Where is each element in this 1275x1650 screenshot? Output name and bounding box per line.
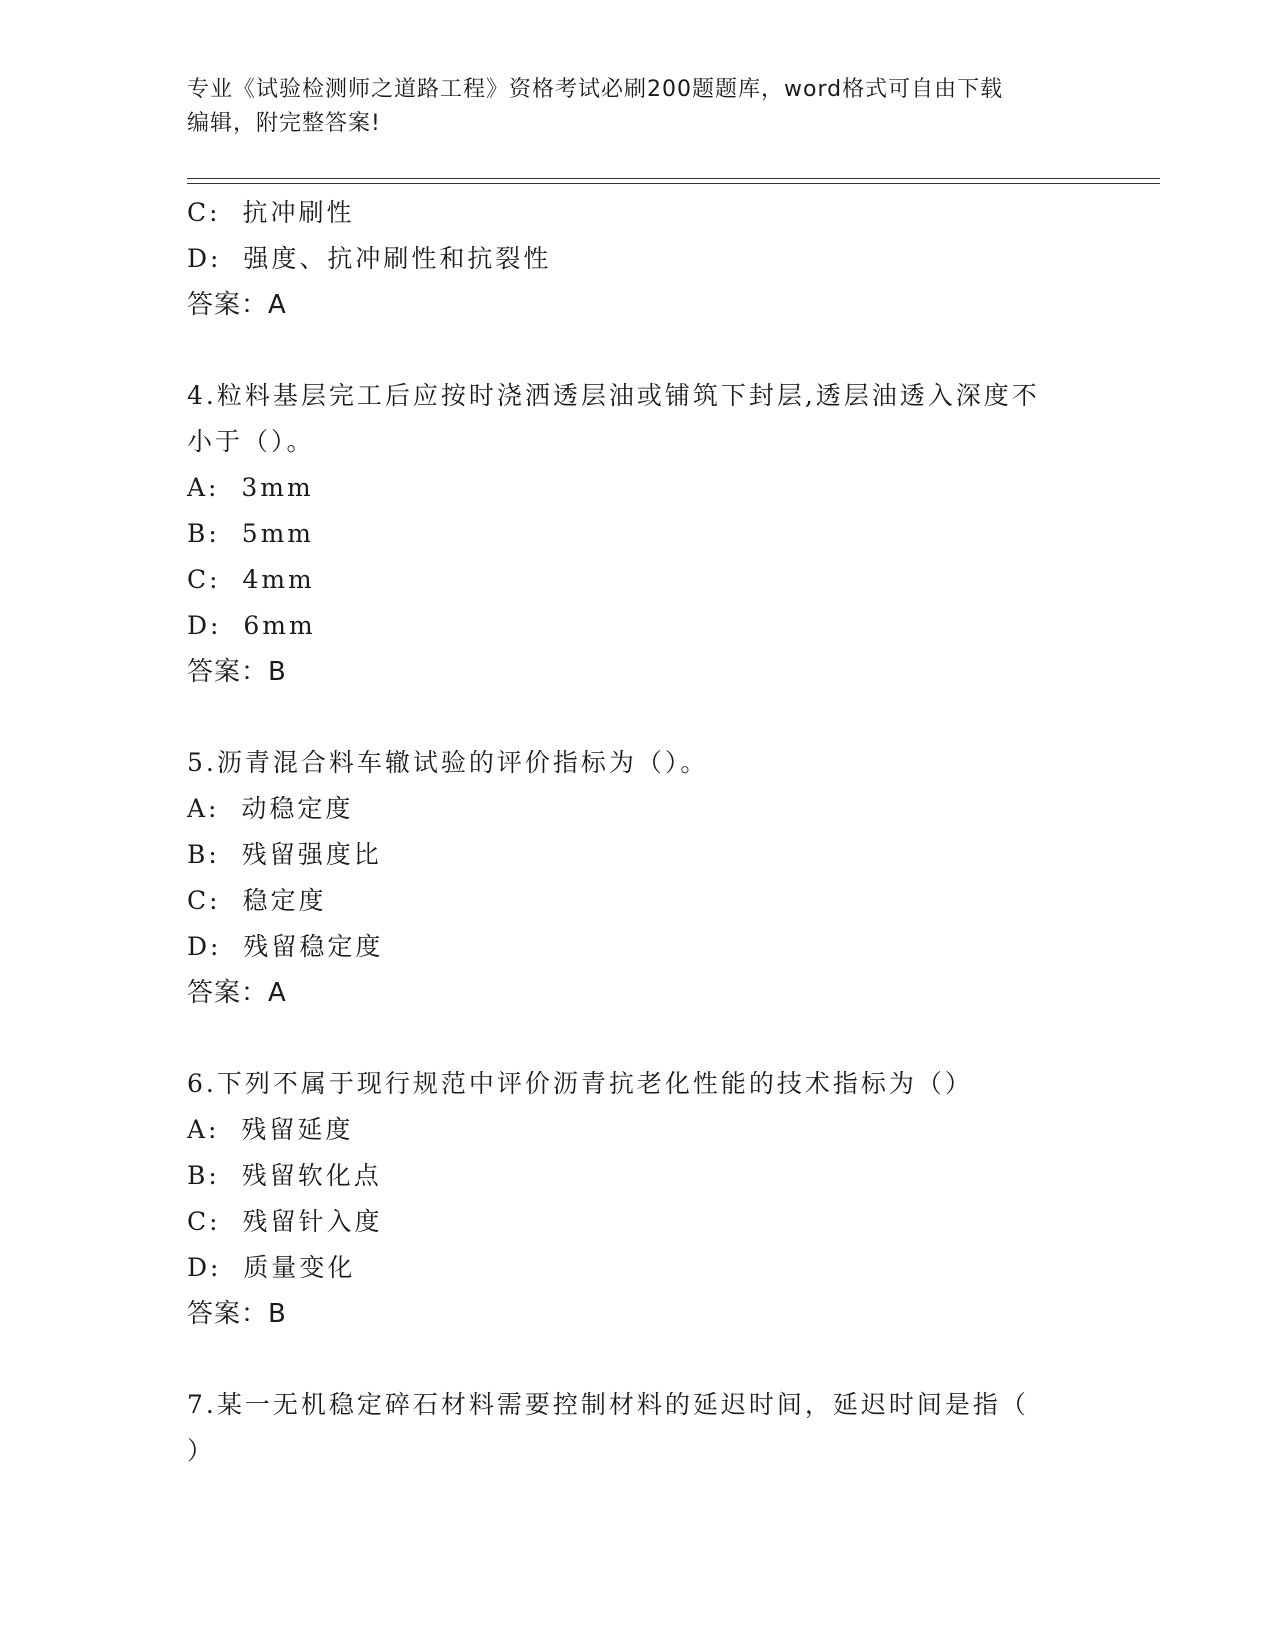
answer-line: 答案：A: [187, 978, 287, 1008]
question-stem-continued: 小于（）。: [187, 427, 315, 456]
option-d: D: 质量变化: [187, 1253, 356, 1282]
document-header: 专业《试验检测师之道路工程》资格考试必刷200题题库，word格式可自由下载 编辑，附完整答案!: [187, 77, 1004, 136]
option-a: A: 动稳定度: [187, 794, 354, 823]
option-b: B: 残留强度比: [187, 840, 382, 869]
question-stem: 7.某一无机稳定碎石材料需要控制材料的延迟时间，延迟时间是指（: [187, 1390, 1029, 1419]
answer-line: 答案：B: [187, 657, 287, 687]
option-b: B: 5mm: [187, 519, 315, 548]
question-stem: 6.下列不属于现行规范中评价沥青抗老化性能的技术指标为（）: [187, 1069, 973, 1098]
header-divider-top: [187, 178, 1160, 179]
option-a: A: 残留延度: [187, 1115, 354, 1144]
question-stem-continued: ）: [187, 1436, 216, 1465]
question-list: [187, 190, 1087, 1474]
option-d: D: 强度、抗冲刷性和抗裂性: [187, 244, 552, 273]
answer-line: 答案：B: [187, 1299, 287, 1329]
option-d: D: 6mm: [187, 611, 316, 640]
question-fragment: [187, 190, 1087, 328]
option-c: C: 稳定度: [187, 886, 327, 915]
question-5: [187, 740, 1087, 1016]
question-4: [187, 373, 1087, 695]
option-d: D: 残留稳定度: [187, 932, 384, 961]
option-c: C: 4mm: [187, 565, 315, 594]
question-6: [187, 1061, 1087, 1337]
option-b: B: 残留软化点: [187, 1161, 382, 1190]
header-divider-bottom: [187, 183, 1160, 184]
answer-line: 答案：A: [187, 290, 287, 320]
option-a: A: 3mm: [187, 473, 314, 502]
question-stem: 4.粒料基层完工后应按时浇洒透层油或铺筑下封层,透层油透入深度不: [187, 381, 1040, 410]
option-c: C: 残留针入度: [187, 1207, 383, 1236]
option-c: C: 抗冲刷性: [187, 198, 355, 227]
question-7: [187, 1382, 1087, 1474]
question-stem: 5.沥青混合料车辙试验的评价指标为（）。: [187, 748, 709, 777]
